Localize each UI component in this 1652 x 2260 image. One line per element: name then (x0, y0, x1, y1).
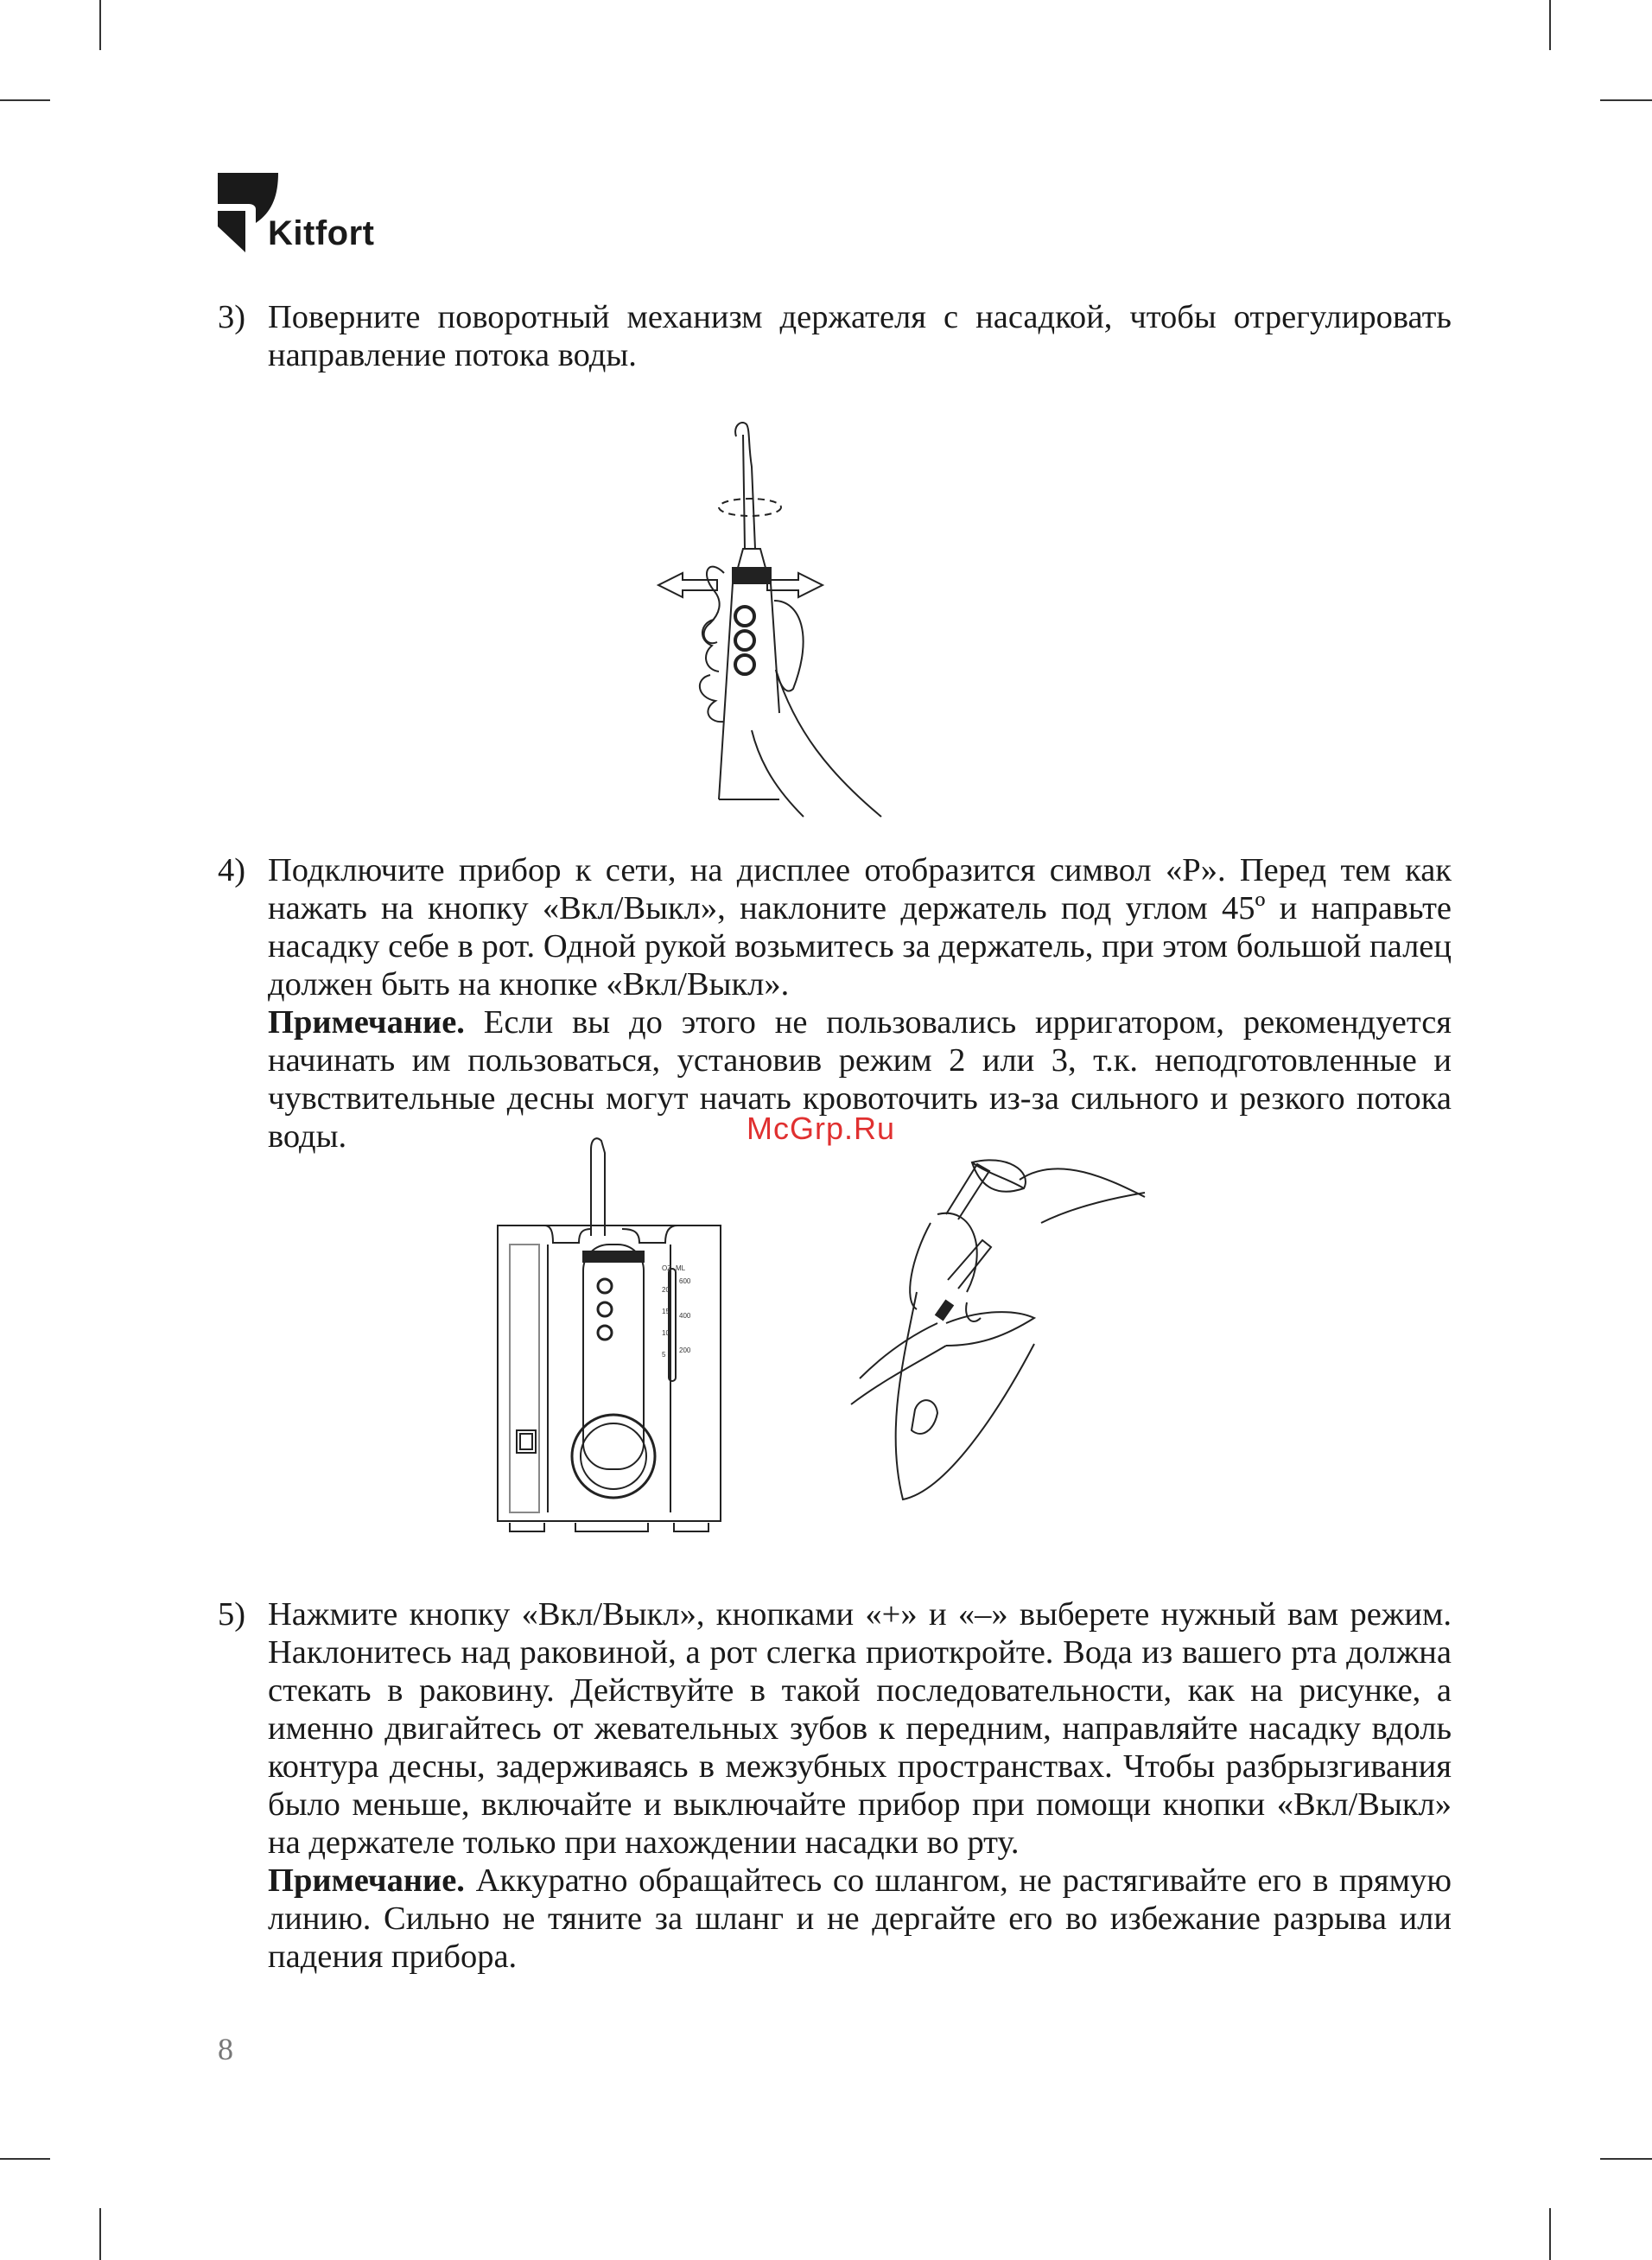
crop-mark (1549, 0, 1551, 50)
figure-rotate-holder (631, 419, 899, 817)
step-number: 4) (218, 852, 246, 888)
step-text: Подключите прибор к сети, на дисплее отобразится символ «P». Перед тем как нажать на кнопку «Вкл/Выкл», наклоните держатель под углом 45º и направьте насадку себе в рот. Одной рукой возьмитесь за держатель, при этом большой палец должен быть на кнопке «Вкл/Выкл». (268, 852, 1452, 1003)
step-note: Примечание. Аккуратно обращайтесь со шлангом, не растягивайте его в прямую линию. Сильно не тяните за шланг и не дергайте его во избежание разрыва или падения прибора. (268, 1862, 1452, 1975)
scale-unit-oz: OZ (662, 1264, 672, 1272)
scale-ml-label: 600 (679, 1277, 691, 1285)
crop-mark (0, 2158, 50, 2160)
step-text: Нажмите кнопку «Вкл/Выкл», кнопками «+» и «–» выберете нужный вам режим. Наклонитесь над раковиной, а рот слегка приоткройте. Вода из вашего рта должна стекать в раковину. Действуйте в такой последовательности, как на рисунке, а именно двигайтесь от жевательных зубов к передним, направляйте насадку вдоль контура десны, задерживаясь в межзубных пространствах. Чтобы разбрызгивания было меньше, включайте и выключайте прибор при помощи кнопки «Вкл/Выкл» на держателе только при нахождении насадки во рту. (268, 1596, 1452, 1861)
page-number: 8 (218, 2032, 233, 2066)
step-5 (218, 1595, 1452, 1976)
scale-oz-label: 10 (662, 1329, 670, 1337)
figure-device-base (492, 1132, 726, 1538)
crop-mark (99, 0, 101, 50)
watermark: McGrp.Ru (747, 1111, 896, 1146)
step-3 (218, 298, 1452, 374)
scale-oz-label: 15 (662, 1308, 670, 1315)
scale-ml-label: 400 (679, 1312, 691, 1320)
step-note: Примечание. Если вы до этого не пользовались ирригатором, рекомендуется начинать им пользоваться, установив режим 2 или 3, т.к. неподготовленные и чувствительные десны могут начать кровоточить из-за сильного и резкого потока воды. (268, 1004, 1452, 1155)
figure-hand-mouth (851, 1154, 1179, 1534)
crop-mark (1549, 2208, 1551, 2260)
crop-mark (99, 2208, 101, 2260)
scale-oz-label: 20 (662, 1286, 670, 1294)
scale-ml-label: 200 (679, 1346, 691, 1354)
step-text: Поверните поворотный механизм держателя с насадкой, чтобы отрегулировать направление потока воды. (268, 299, 1452, 373)
scale-unit-ml: ML (676, 1264, 686, 1272)
step-number: 5) (218, 1596, 246, 1633)
crop-mark (0, 99, 50, 101)
crop-mark (1600, 99, 1652, 101)
crop-mark (1600, 2158, 1652, 2160)
step-number: 3) (218, 299, 246, 335)
scale-oz-label: 5 (662, 1351, 666, 1359)
brand-name: Kitfort (268, 214, 375, 252)
